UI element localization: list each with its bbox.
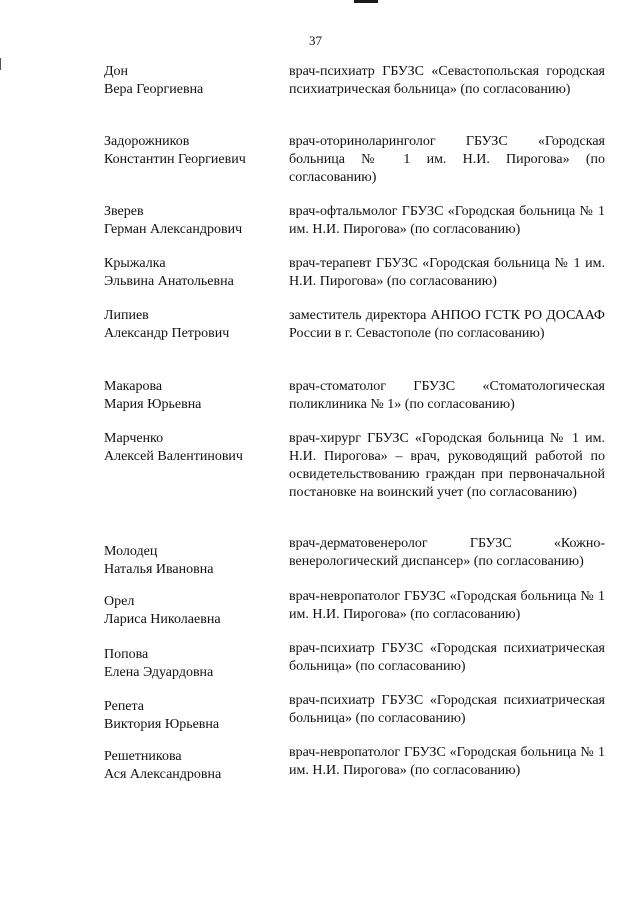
person-position: врач-невропатолог ГБУЗС «Городская больница № 1 им. Н.И. Пирогова» (по согласованию) bbox=[289, 589, 605, 622]
person-position: врач-психиатр ГБУЗС «Городская психиатрическая больница» (по согласованию) bbox=[289, 693, 605, 726]
given-names: Герман Александрович bbox=[104, 222, 243, 237]
person-name bbox=[104, 133, 279, 169]
person-name bbox=[104, 646, 279, 682]
given-names: Наталья Ивановна bbox=[104, 562, 214, 577]
person-name bbox=[104, 255, 279, 291]
person-name bbox=[104, 543, 279, 579]
person-name bbox=[104, 748, 279, 784]
person-position: врач-хирург ГБУЗС «Городская больница № 1 им. Н.И. Пирогова» – врач, руководящий работой по освидетельствованию граждан при первоначальной постановке на воинский учет (по согласованию) bbox=[289, 431, 605, 500]
given-names: Александр Петрович bbox=[104, 326, 230, 341]
person-position: врач-психиатр ГБУЗС «Севастопольская городская психиатрическая больница» (по согласованию) bbox=[289, 64, 605, 97]
person-position: врач-дерматовенеролог ГБУЗС «Кожно-венерологический диспансер» (по согласованию) bbox=[289, 536, 605, 569]
person-position: врач-терапевт ГБУЗС «Городская больница № 1 им. Н.И. Пирогова» (по согласованию) bbox=[289, 256, 605, 289]
surname: Крыжалка bbox=[104, 256, 166, 271]
scan-artifact-top bbox=[354, 0, 378, 3]
person-name bbox=[104, 63, 279, 99]
surname: Марченко bbox=[104, 431, 164, 446]
person-position: врач-психиатр ГБУЗС «Городская психиатрическая больница» (по согласованию) bbox=[289, 641, 605, 674]
given-names: Мария Юрьевна bbox=[104, 397, 202, 412]
given-names: Лариса Николаевна bbox=[104, 612, 221, 627]
surname: Дон bbox=[104, 64, 129, 79]
surname: Задорожников bbox=[104, 134, 190, 149]
surname: Макарова bbox=[104, 379, 163, 394]
person-name bbox=[104, 307, 279, 343]
surname: Репета bbox=[104, 699, 145, 714]
surname: Попова bbox=[104, 647, 149, 662]
given-names: Алексей Валентинович bbox=[104, 449, 243, 464]
person-position: врач-стоматолог ГБУЗС «Стоматологическая поликлиника № 1» (по согласованию) bbox=[289, 379, 605, 412]
surname: Орел bbox=[104, 594, 135, 609]
surname: Молодец bbox=[104, 544, 158, 559]
person-position: врач-невропатолог ГБУЗС «Городская больница № 1 им. Н.И. Пирогова» (по согласованию) bbox=[289, 745, 605, 778]
surname: Зверев bbox=[104, 204, 144, 219]
person-name bbox=[104, 698, 279, 734]
scan-artifact-left bbox=[0, 58, 1, 70]
given-names: Эльвина Анатольевна bbox=[104, 274, 234, 289]
given-names: Ася Александровна bbox=[104, 767, 222, 782]
person-name bbox=[104, 593, 279, 629]
given-names: Вера Георгиевна bbox=[104, 82, 204, 97]
surname: Липиев bbox=[104, 308, 149, 323]
given-names: Константин Георгиевич bbox=[104, 152, 246, 167]
person-position: врач-офтальмолог ГБУЗС «Городская больница № 1 им. Н.И. Пирогова» (по согласованию) bbox=[289, 204, 605, 237]
surname: Решетникова bbox=[104, 749, 182, 764]
given-names: Елена Эдуардовна bbox=[104, 665, 214, 680]
person-position: заместитель директора АНПОО ГСТК РО ДОСААФ России в г. Севастополе (по согласованию) bbox=[289, 308, 605, 341]
person-position: врач-оториноларинголог ГБУЗС «Городская больница № 1 им. Н.И. Пирогова» (по согласованию) bbox=[289, 134, 605, 185]
person-name bbox=[104, 378, 279, 414]
page-number: 37 bbox=[309, 33, 322, 48]
given-names: Виктория Юрьевна bbox=[104, 717, 220, 732]
person-name bbox=[104, 430, 279, 466]
person-name bbox=[104, 203, 279, 239]
